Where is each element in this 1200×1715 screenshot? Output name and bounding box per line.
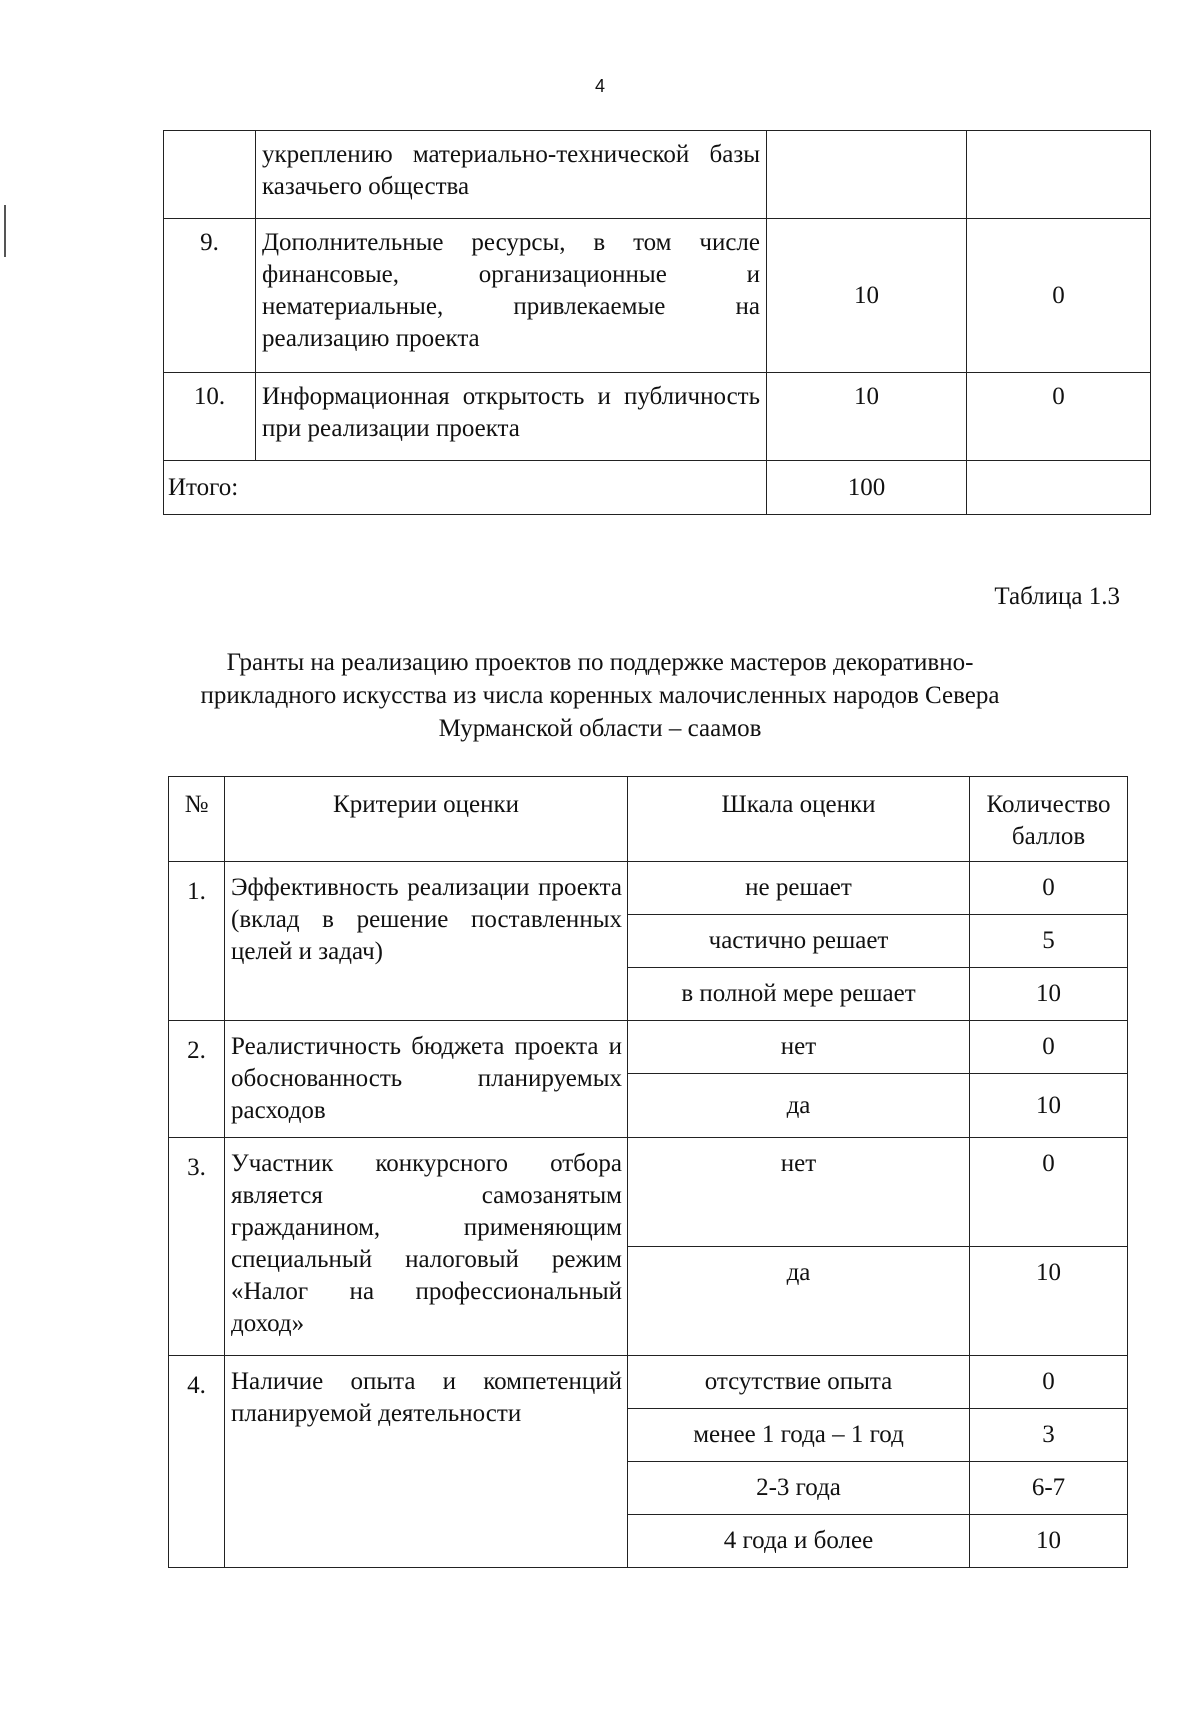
points-value: 0 [970,1021,1128,1074]
min-points: 0 [967,219,1151,373]
criterion-text: Эффективность реализации проекта (вклад в решение поставленных целей и задач) [225,862,628,1021]
row-number: 10. [164,373,256,461]
points-value: 5 [970,915,1128,968]
header-number: № [169,777,225,862]
scale-option: не решает [628,862,970,915]
points-value: 10 [970,1515,1128,1568]
points-value: 6-7 [970,1462,1128,1515]
criterion-text: Участник конкурсного отбора является самозанятым гражданином, применяющим специальный налоговый режим «Налог на профессиональный доход» [225,1138,628,1356]
scale-option: менее 1 года – 1 год [628,1409,970,1462]
table-row [164,131,1151,219]
table-row [164,373,1151,461]
header-criteria: Критерии оценки [225,777,628,862]
scale-option: в полной мере решает [628,968,970,1021]
criterion-text: Дополнительные ресурсы, в том числе финансовые, организационные и нематериальные, привлекаемые на реализацию проекта [256,219,767,373]
criterion-text: укреплению материально-технической базы казачьего общества [256,131,767,219]
table-row [169,1138,1128,1247]
row-number [164,131,256,219]
page-number: 4 [594,76,605,96]
min-points [967,131,1151,219]
continued-criteria-table [163,130,1151,515]
table-label: Таблица 1.3 [994,583,1120,610]
row-number: 9. [164,219,256,373]
header-scale: Шкала оценки [628,777,970,862]
max-points [767,131,967,219]
min-points: 0 [967,373,1151,461]
scale-option: 2-3 года [628,1462,970,1515]
scale-option: да [628,1074,970,1138]
criterion-text: Информационная открытость и публичность при реализации проекта [256,373,767,461]
total-label: Итого: [164,461,767,515]
total-row [164,461,1151,515]
scale-option: да [628,1247,970,1356]
table-row [169,1021,1128,1074]
row-number: 1. [169,862,225,1021]
points-value: 3 [970,1409,1128,1462]
criterion-text: Реалистичность бюджета проекта и обоснованность планируемых расходов [225,1021,628,1138]
table-header-row [169,777,1128,862]
scale-option: отсутствие опыта [628,1356,970,1409]
points-value: 0 [970,862,1128,915]
grant-criteria-table [168,776,1128,1568]
scale-option: частично решает [628,915,970,968]
scale-option: нет [628,1138,970,1247]
criterion-text: Наличие опыта и компетенций планируемой деятельности [225,1356,628,1568]
scan-artifact-mark [4,205,6,257]
points-value: 0 [970,1356,1128,1409]
max-points: 10 [767,373,967,461]
points-value: 10 [970,1074,1128,1138]
table-title: Гранты на реализацию проектов по поддержке мастеров декоративно-прикладного искусства из числа коренных малочисленных народов Севера Мурманской области – саамов [200,649,1000,742]
points-value: 0 [970,1138,1128,1247]
total-max-points: 100 [767,461,967,515]
row-number: 2. [169,1021,225,1138]
row-number: 3. [169,1138,225,1356]
row-number: 4. [169,1356,225,1568]
table-row [164,219,1151,373]
points-value: 10 [970,968,1128,1021]
table-row [169,862,1128,915]
scale-option: 4 года и более [628,1515,970,1568]
total-min-points [967,461,1151,515]
scale-option: нет [628,1021,970,1074]
table-row [169,1356,1128,1409]
max-points: 10 [767,219,967,373]
header-points: Количество баллов [970,777,1128,862]
points-value: 10 [970,1247,1128,1356]
